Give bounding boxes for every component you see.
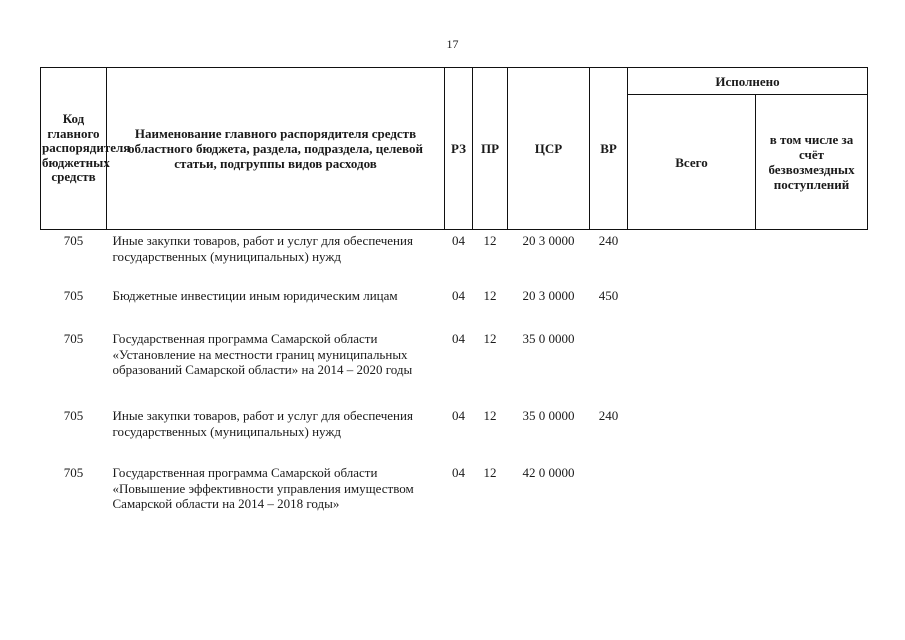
cell-total	[628, 462, 756, 531]
header-rz: РЗ	[445, 68, 473, 230]
cell-pr: 12	[483, 233, 497, 248]
table-row	[41, 328, 868, 405]
cell-csr: 35 0 0000	[522, 331, 575, 346]
cell-total	[628, 230, 756, 286]
cell-pr: 12	[483, 288, 497, 303]
table-row	[41, 285, 868, 328]
cell-rz: 04	[452, 465, 465, 480]
cell-vr: 240	[598, 408, 619, 423]
cell-free	[756, 328, 868, 405]
header-vr: ВР	[590, 68, 628, 230]
table-row	[41, 405, 868, 462]
cell-rz: 04	[452, 408, 465, 423]
cell-total	[628, 405, 756, 462]
cell-csr: 42 0 0000	[522, 465, 575, 480]
cell-code: 705	[63, 288, 84, 303]
header-free: в том числе за счёт безвозмездных поступлений	[756, 95, 868, 230]
cell-name: Бюджетные инвестиции иным юридическим лицам	[112, 288, 398, 303]
cell-name: Иные закупки товаров, работ и услуг для обеспечения государственных (муниципальных) нужд	[112, 408, 413, 439]
cell-free	[756, 230, 868, 286]
cell-total	[628, 285, 756, 328]
cell-code: 705	[63, 233, 84, 248]
table-header	[41, 68, 868, 230]
cell-rz: 04	[452, 288, 465, 303]
cell-vr	[590, 328, 628, 405]
header-code: Код главного распорядителя бюджетных средств	[41, 68, 107, 230]
header-total: Всего	[628, 95, 756, 230]
cell-rz: 04	[452, 233, 465, 248]
table-row	[41, 462, 868, 531]
table-row	[41, 230, 868, 286]
cell-free	[756, 462, 868, 531]
cell-vr	[590, 462, 628, 531]
cell-csr: 35 0 0000	[522, 408, 575, 423]
budget-table-wrapper	[40, 67, 868, 531]
cell-free	[756, 285, 868, 328]
budget-table	[40, 67, 868, 531]
cell-name: Государственная программа Самарской области «Повышение эффективности управления имуществом Самарской области на 2014 – 2018 годы»	[112, 465, 414, 511]
header-csr: ЦСР	[508, 68, 590, 230]
table-body	[41, 230, 868, 532]
cell-code: 705	[63, 331, 84, 346]
cell-csr: 20 3 0000	[522, 233, 575, 248]
cell-rz: 04	[452, 331, 465, 346]
header-executed: Исполнено	[628, 68, 868, 95]
cell-free	[756, 405, 868, 462]
header-pr: ПР	[473, 68, 508, 230]
cell-pr: 12	[483, 465, 497, 480]
cell-name: Государственная программа Самарской области «Установление на местности границ муниципальных образований Самарской области» на 2014 – 2020 годы	[112, 331, 413, 377]
cell-csr: 20 3 0000	[522, 288, 575, 303]
page-number: 17	[446, 37, 459, 51]
cell-vr: 450	[598, 288, 619, 303]
cell-name: Иные закупки товаров, работ и услуг для обеспечения государственных (муниципальных) нужд	[112, 233, 413, 264]
cell-total	[628, 328, 756, 405]
cell-code: 705	[63, 408, 84, 423]
cell-pr: 12	[483, 331, 497, 346]
cell-code: 705	[63, 465, 84, 480]
header-name: Наименование главного распорядителя средств областного бюджета, раздела, подраздела, целевой статьи, подгруппы видов расходов	[107, 68, 445, 230]
cell-vr: 240	[598, 233, 619, 248]
cell-pr: 12	[483, 408, 497, 423]
